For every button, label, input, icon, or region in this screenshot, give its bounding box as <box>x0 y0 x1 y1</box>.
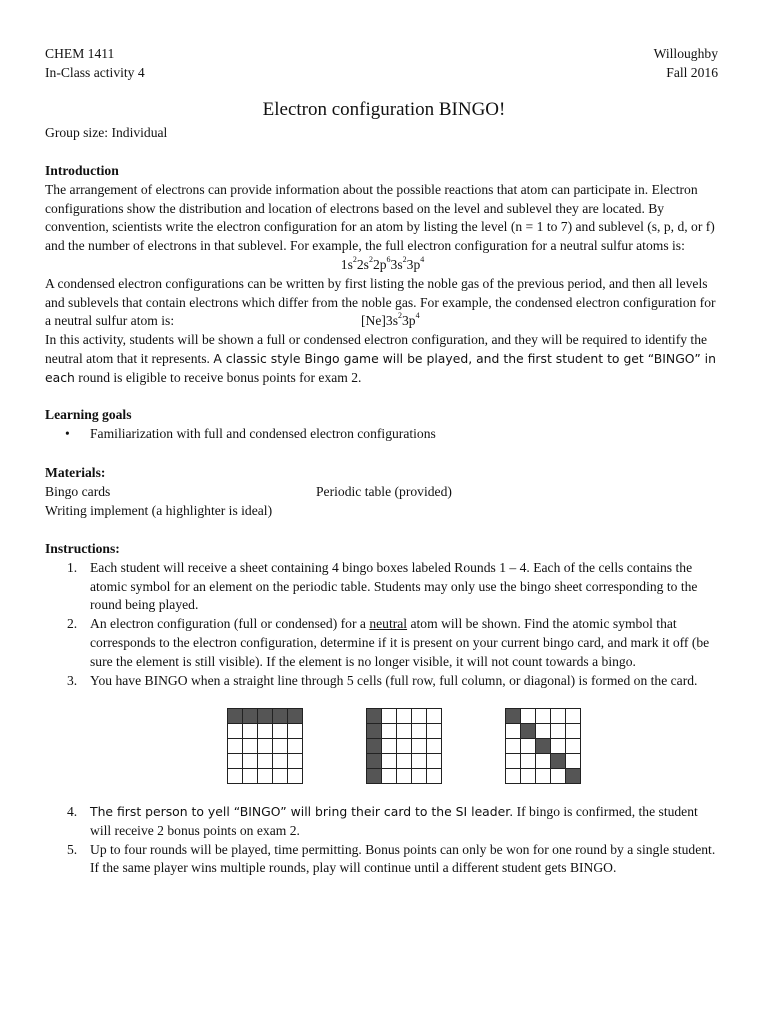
bingo-cell <box>536 769 551 784</box>
bingo-cell <box>288 739 303 754</box>
bingo-cell <box>521 739 536 754</box>
bingo-cell <box>258 739 273 754</box>
course-code: CHEM 1411 <box>45 46 115 61</box>
bingo-cell <box>566 739 581 754</box>
bingo-cell <box>427 754 442 769</box>
bingo-cell <box>382 739 397 754</box>
bingo-cell-filled <box>521 724 536 739</box>
bingo-cell <box>427 724 442 739</box>
bingo-cell <box>382 769 397 784</box>
bingo-cell <box>427 739 442 754</box>
list-item: 4. The first person to yell “BINGO” will bring their card to the SI leader. If bingo is confirmed, the student will receive 2 bonus points on exam 2. <box>67 804 698 838</box>
bingo-cell-filled <box>367 769 382 784</box>
list-item: • Familiarization with full and condensed electron configurations <box>45 425 720 444</box>
bingo-cell <box>536 724 551 739</box>
bingo-row <box>367 724 442 739</box>
bingo-cell <box>427 709 442 724</box>
bingo-cell <box>506 754 521 769</box>
bingo-cell <box>521 754 536 769</box>
bingo-example-column <box>366 708 442 784</box>
bingo-cell <box>412 739 427 754</box>
bingo-cell <box>273 754 288 769</box>
bingo-cell <box>273 724 288 739</box>
list-item: 5. Up to four rounds will be played, time permitting. Bonus points can only be won for one round by a single student. If the same player wins multiple rounds, play will continue until a different student gets BINGO. <box>67 841 716 876</box>
bingo-cell-filled <box>566 769 581 784</box>
bingo-cell <box>551 724 566 739</box>
bingo-cell-filled <box>367 739 382 754</box>
bingo-row <box>506 739 581 754</box>
bingo-cell-filled <box>273 709 288 724</box>
page-title: Electron configuration BINGO! <box>262 99 506 120</box>
instructor-name: Willoughby <box>653 46 718 61</box>
material-bingo-cards: Bingo cards <box>45 483 111 499</box>
learning-goals-section <box>45 406 720 444</box>
bingo-row <box>367 769 442 784</box>
introduction-section <box>45 162 720 388</box>
bingo-cell <box>412 769 427 784</box>
bingo-cell <box>412 754 427 769</box>
bingo-cell <box>506 769 521 784</box>
intro-paragraph-3: In this activity, students will be shown a full or condensed electron configuration, and they will be required to identify the neutral atom that it represents. A classic style Bingo game will be played, and the first student to get “BINGO” in each round is eligible to receive bonus points for exam 2. <box>45 332 716 385</box>
bingo-cell-filled <box>288 709 303 724</box>
bingo-cell <box>228 739 243 754</box>
bingo-cell <box>243 754 258 769</box>
learning-goals-list <box>45 425 720 444</box>
bingo-example-diagonal <box>505 708 581 784</box>
bingo-cell <box>506 724 521 739</box>
bingo-row <box>506 724 581 739</box>
bingo-cell <box>427 769 442 784</box>
intro-paragraph-2: A condensed electron configurations can be written by first listing the noble gas of the previous period, and then all levels and sublevels that contain electrons which differ from the noble gas. For example, the condensed electron configuration for a neutral sulfur atom is: $[Ne]3s^23p^4$ <box>45 275 720 331</box>
bingo-cell <box>243 724 258 739</box>
bingo-cell-filled <box>367 709 382 724</box>
materials-heading: Materials: <box>45 465 106 480</box>
bingo-cell <box>397 754 412 769</box>
bingo-cell <box>273 739 288 754</box>
instructions-list <box>45 559 720 691</box>
bingo-row <box>228 739 303 754</box>
introduction-heading: Introduction <box>45 163 119 178</box>
bingo-cell <box>566 754 581 769</box>
list-item: 3. You have BINGO when a straight line through 5 cells (full row, full column, or diagonal) is formed on the card. <box>67 672 698 688</box>
header-left <box>45 45 145 83</box>
bingo-cell <box>258 724 273 739</box>
bingo-cell <box>243 769 258 784</box>
bingo-cell <box>397 724 412 739</box>
bingo-cell <box>258 769 273 784</box>
term-label: Fall 2016 <box>666 64 718 80</box>
bingo-cell-filled <box>367 754 382 769</box>
bingo-cell-filled <box>367 724 382 739</box>
bingo-cell <box>566 709 581 724</box>
materials-section <box>45 464 720 521</box>
bingo-cell-filled <box>506 709 521 724</box>
bingo-cell <box>551 709 566 724</box>
group-size: Group size: Individual <box>45 125 168 140</box>
header-right <box>654 45 718 83</box>
learning-goals-heading: Learning goals <box>45 407 132 422</box>
bingo-cell <box>551 769 566 784</box>
bingo-cell-filled <box>258 709 273 724</box>
bingo-cell <box>397 709 412 724</box>
bingo-cell <box>412 709 427 724</box>
bingo-example-row <box>227 708 303 784</box>
bingo-cell <box>551 739 566 754</box>
bingo-cell <box>382 754 397 769</box>
bingo-cell <box>288 769 303 784</box>
bingo-cell <box>258 754 273 769</box>
bingo-row <box>506 769 581 784</box>
bingo-cell-filled <box>243 709 258 724</box>
bingo-cell <box>273 769 288 784</box>
bingo-cell <box>288 754 303 769</box>
bingo-cell-filled <box>551 754 566 769</box>
bingo-cell <box>521 709 536 724</box>
bingo-cell <box>397 769 412 784</box>
bingo-row <box>228 769 303 784</box>
list-item: 1. Each student will receive a sheet containing 4 bingo boxes labeled Rounds 1 – 4. Each of the cells contains the atomic symbol for an element on the periodic table. Students may only use the bingo sheet corresponding to the round being played. <box>67 559 698 613</box>
bingo-cell <box>243 739 258 754</box>
bingo-cell <box>506 739 521 754</box>
intro-paragraph-1: The arrangement of electrons can provide information about the possible reactions that atom can participate in. Electron configurations show the distribution and location of electrons based on the level and sublevel they are located. By convention, scientists write the electron configuration for an atom by listing the level (n = 1 to 7) and sublevel (s, p, d, or f) and the number of electrons in that sublevel. For example, the full electron configuration for a neutral sulfur atoms is: <box>45 181 715 254</box>
bingo-cell <box>228 754 243 769</box>
bingo-cell <box>288 724 303 739</box>
bingo-row <box>228 709 303 724</box>
material-writing: Writing implement (a highlighter is ideal) <box>45 502 273 518</box>
bingo-cell <box>566 724 581 739</box>
bingo-cell <box>228 769 243 784</box>
instructions-section <box>45 540 720 690</box>
bingo-row <box>367 754 442 769</box>
bingo-row <box>506 754 581 769</box>
bingo-cell <box>536 754 551 769</box>
bingo-cell <box>397 739 412 754</box>
bingo-cell <box>412 724 427 739</box>
bingo-cell <box>382 709 397 724</box>
bingo-cell <box>382 724 397 739</box>
bingo-cell <box>228 724 243 739</box>
instructions-heading: Instructions: <box>45 541 120 556</box>
bingo-cell-filled <box>228 709 243 724</box>
activity-label: In-Class activity 4 <box>45 64 145 80</box>
list-item: 2. An electron configuration (full or condensed) for a neutral atom will be shown. Find the atomic symbol that corresponds to the electron configuration, determine if it is present on your current bingo card, and mark it off (be sure the element is still visible). If the element is no longer visible, it will not count towards a bingo. <box>67 616 710 669</box>
instructions-continued <box>45 803 720 878</box>
bingo-row <box>506 709 581 724</box>
full-configuration: $1s^22s^22p^63s^23p^4$ <box>340 254 425 272</box>
material-periodic-table: Periodic table (provided) <box>316 483 452 499</box>
bingo-cell <box>521 769 536 784</box>
bingo-row <box>228 754 303 769</box>
bingo-cell-filled <box>536 739 551 754</box>
bingo-row <box>367 709 442 724</box>
bingo-cell <box>536 709 551 724</box>
bingo-row <box>367 739 442 754</box>
condensed-configuration: $[Ne]3s^23p^4$ <box>361 311 420 329</box>
bingo-row <box>228 724 303 739</box>
